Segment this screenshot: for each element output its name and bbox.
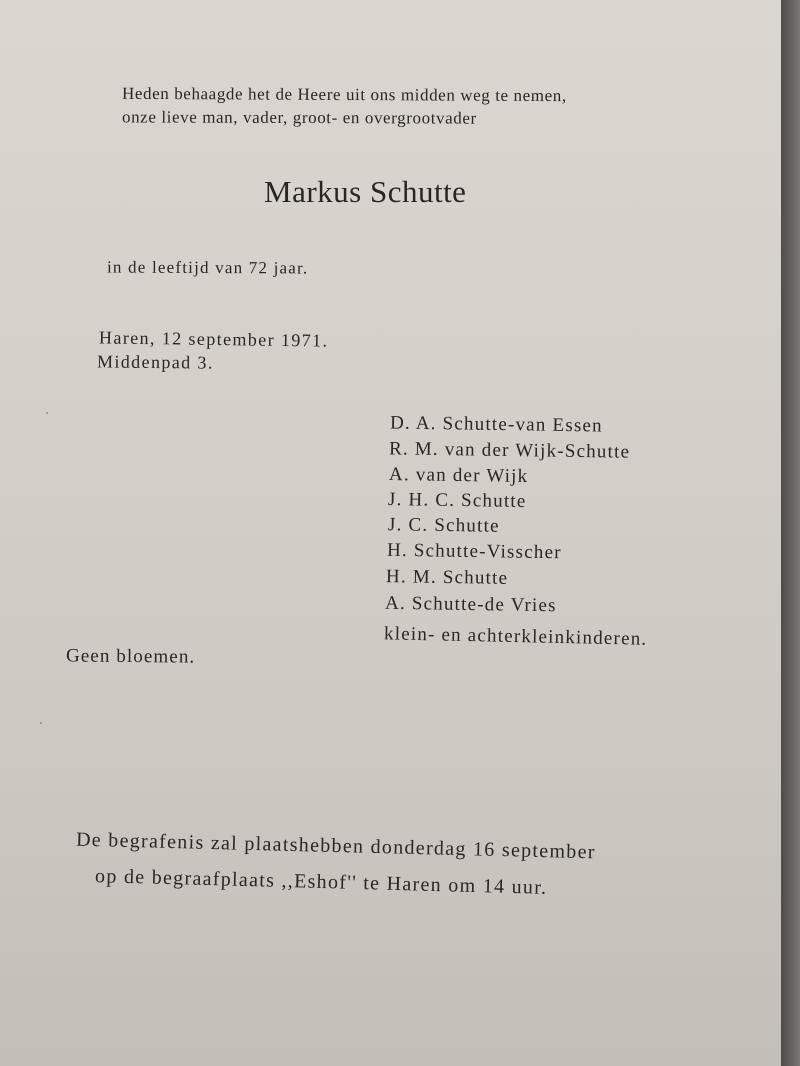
family-member: D. A. Schutte-van Essen xyxy=(389,412,603,437)
intro-line-2: onze lieve man, vader, groot- en overgrootvader xyxy=(121,107,477,128)
intro-line-1: Heden behaagde het de Heere uit ons midden weg te nemen, xyxy=(121,83,567,106)
funeral-line-2: op de begraafplaats ,,Eshof'' te Haren om 14 uur. xyxy=(94,865,548,899)
family-member: A. Schutte-de Vries xyxy=(384,592,557,617)
paper-speck xyxy=(40,722,42,724)
paper-speck xyxy=(46,412,48,414)
family-member: J. C. Schutte xyxy=(387,514,500,537)
family-closing: klein- en achterkleinkinderen. xyxy=(383,623,648,650)
family-member: H. Schutte-Visscher xyxy=(386,539,562,564)
family-member: A. van der Wijk xyxy=(388,464,529,487)
family-member: R. M. van der Wijk-Schutte xyxy=(388,438,631,463)
deceased-name: Markus Schutte xyxy=(264,174,467,209)
place-date: Haren, 12 september 1971. xyxy=(98,327,329,351)
no-flowers-note: Geen bloemen. xyxy=(65,645,196,668)
family-member: H. M. Schutte xyxy=(385,566,509,589)
background-edge xyxy=(781,0,800,1066)
address: Middenpad 3. xyxy=(96,351,214,373)
family-member: J. H. C. Schutte xyxy=(387,489,527,512)
funeral-line-1: De begrafenis zal plaatshebben donderdag 16 september xyxy=(75,828,597,864)
age-line: in de leeftijd van 72 jaar. xyxy=(106,257,309,278)
